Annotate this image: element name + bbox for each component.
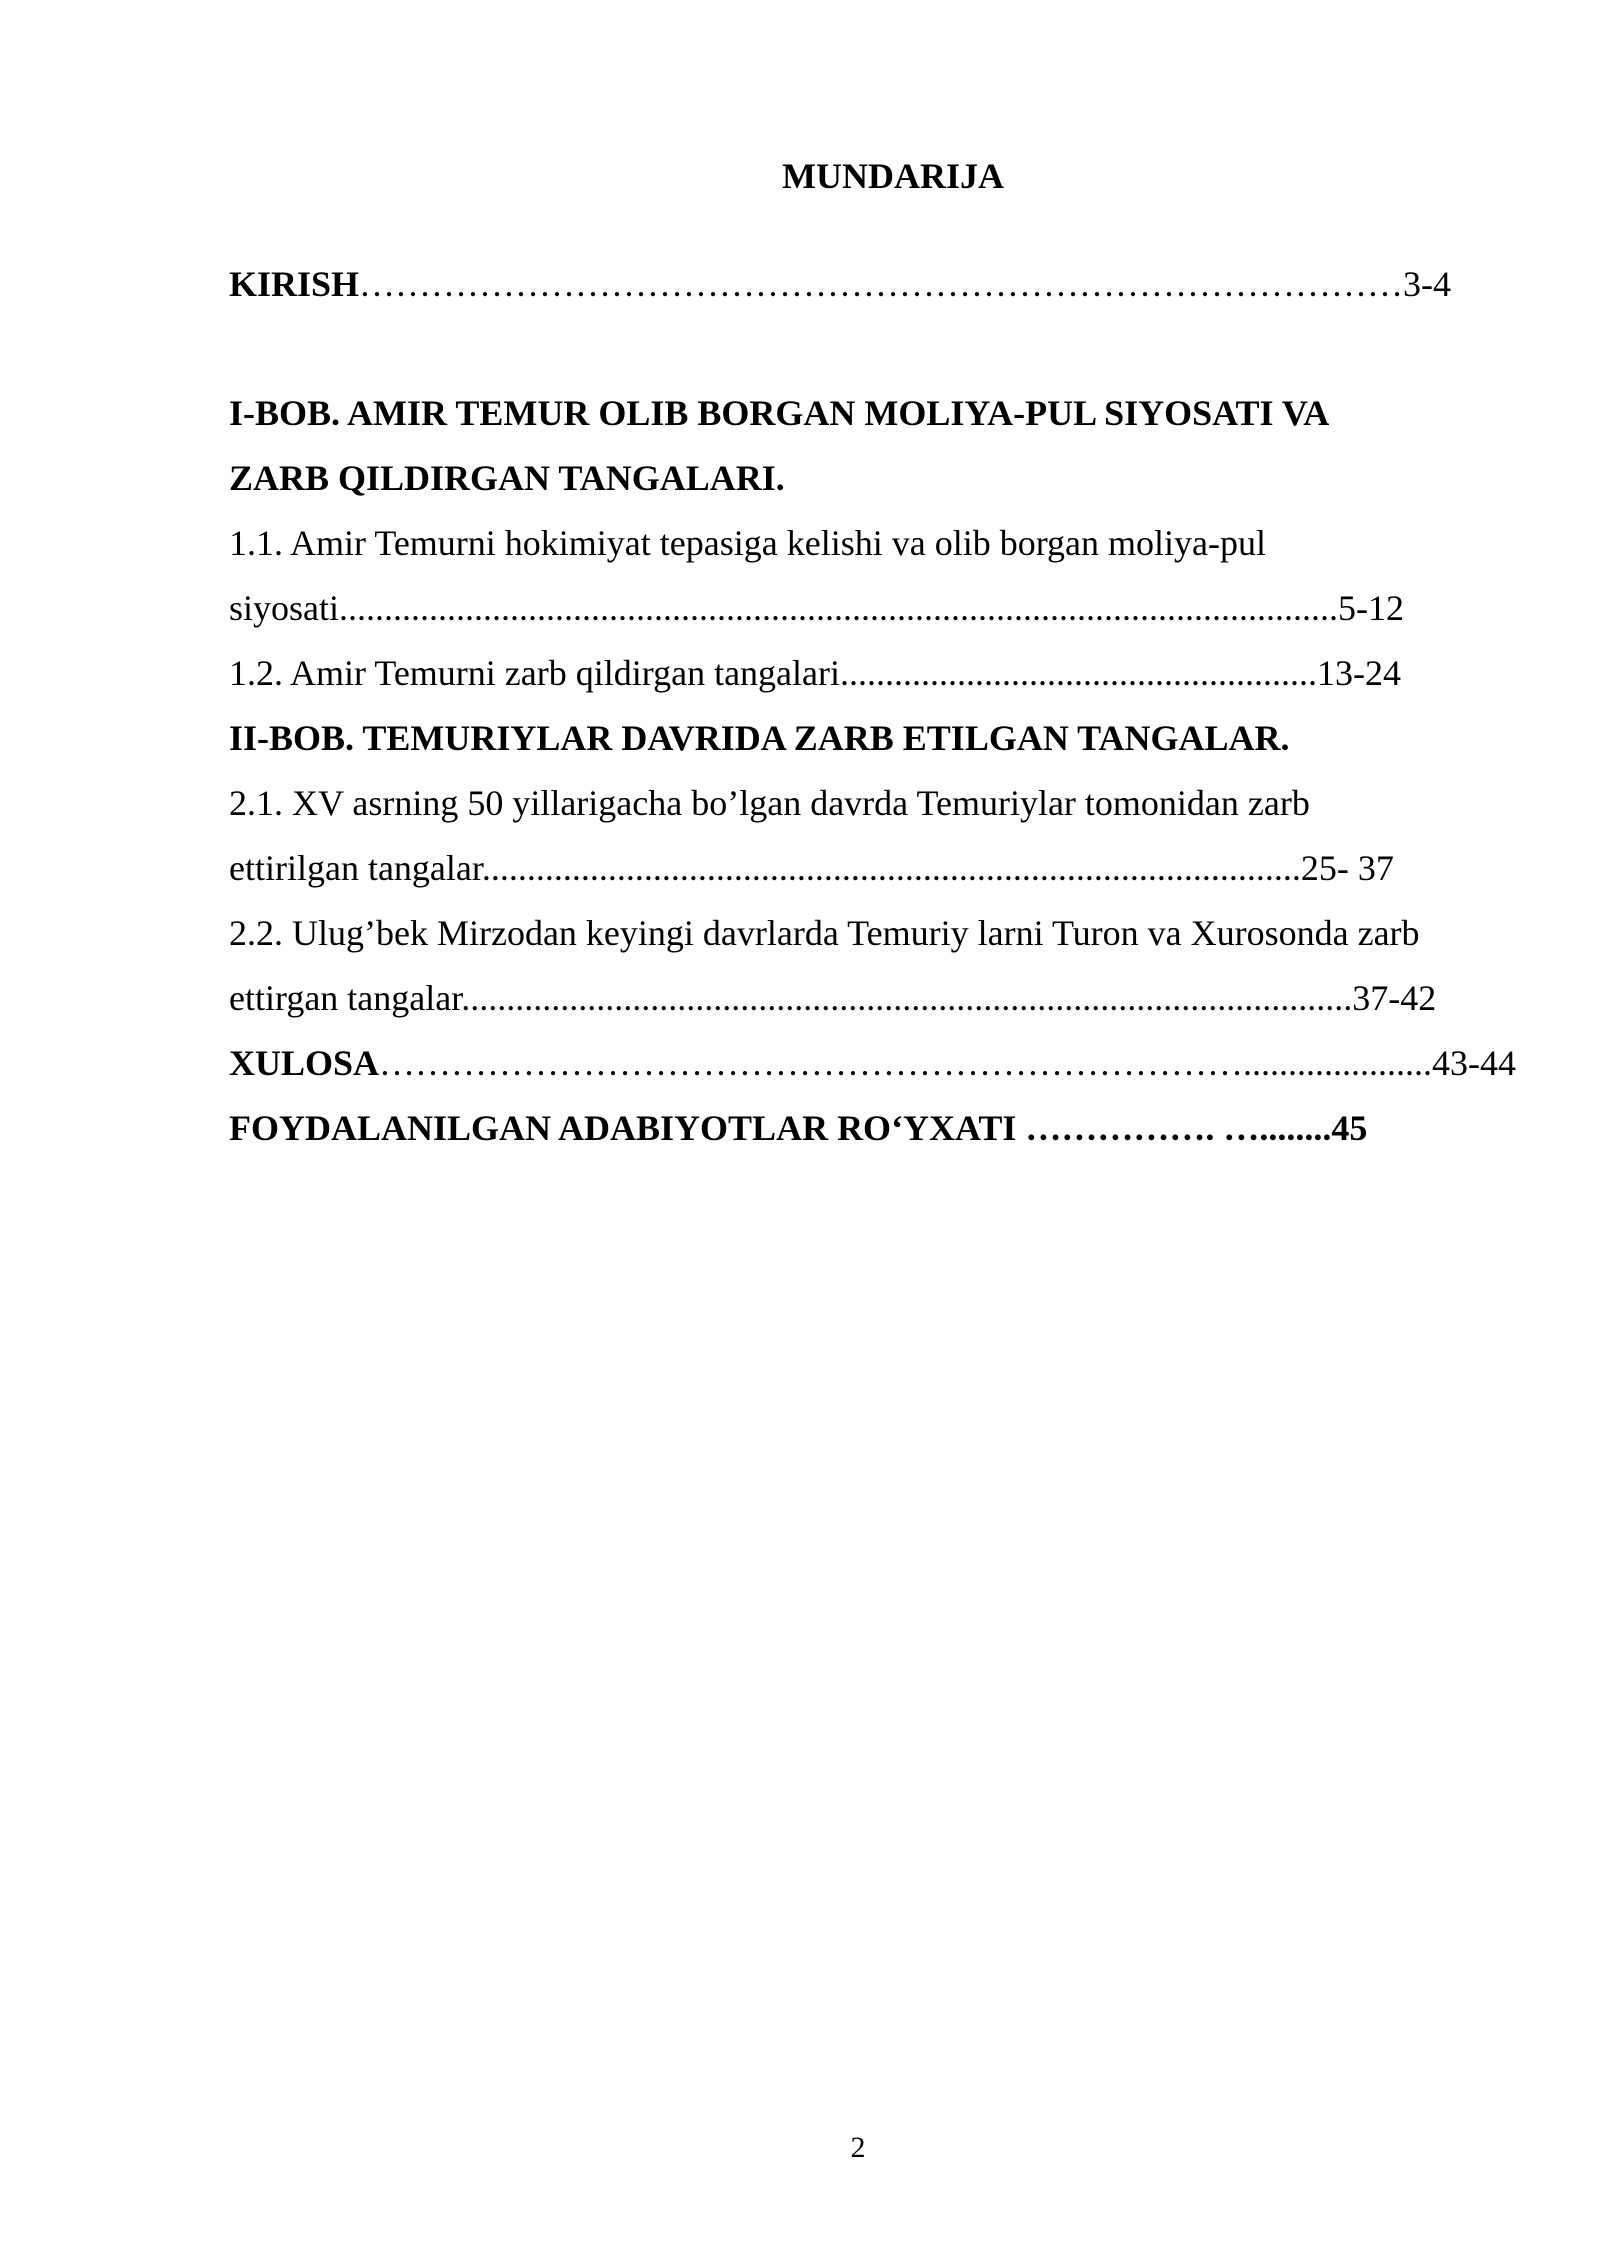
toc-entry-kirish	[229, 260, 1451, 308]
toc-section-2-2-line-2: ettirgan tangalar...................................................................................................37-42	[229, 978, 1437, 1018]
toc-entry-adabiyotlar: FOYDALANILGAN ADABIYOTLAR RO‘YXATI ……………. …........45	[229, 1108, 1368, 1148]
toc-section-2-1-line-2: ettirilgan tangalar...........................................................................................25- 37	[229, 848, 1394, 888]
toc-section-1-1-line-1: 1.1. Amir Temurni hokimiyat tepasiga kelishi va olib borgan moliya-pul	[229, 523, 1267, 563]
toc-section-1-2: 1.2. Amir Temurni zarb qildirgan tangalari.....................................................13-24	[229, 653, 1401, 693]
toc-section-1-1-line-2: siyosati...............................................................................................................5-12	[229, 588, 1404, 628]
page-title: MUNDARIJA	[782, 156, 1004, 196]
toc-page-range: 43-44	[1432, 1043, 1517, 1083]
toc-section-2-1-line-1: 2.1. XV asrning 50 yillarigacha bo’lgan davrda Temuriylar tomonidan zarb	[229, 783, 1310, 823]
toc-entry-title: XULOSA	[229, 1043, 380, 1083]
toc-chapter-1-line-1: I-BOB. AMIR TEMUR OLIB BORGAN MOLIYA-PUL SIYOSATI VA	[229, 393, 1330, 433]
toc-section-2-2-line-1: 2.2. Ulug’bek Mirzodan keyingi davrlarda Temuriy larni Turon va Xurosonda zarb	[229, 913, 1420, 953]
toc-leader-dots: ……………………………………………………………….....................	[379, 1043, 1433, 1083]
toc-chapter-2: II-BOB. TEMURIYLAR DAVRIDA ZARB ETILGAN TANGALAR.	[229, 718, 1290, 758]
toc-entry-xulosa	[229, 1039, 1516, 1087]
toc-leader-dots: ……………………………………………………………………………	[359, 264, 1404, 304]
toc-page-range: 3-4	[1403, 264, 1452, 304]
toc-entry-title: KIRISH	[229, 264, 360, 304]
page-number: 2	[850, 2131, 866, 2164]
toc-chapter-1-line-2: ZARB QILDIRGAN TANGALARI.	[229, 458, 785, 498]
